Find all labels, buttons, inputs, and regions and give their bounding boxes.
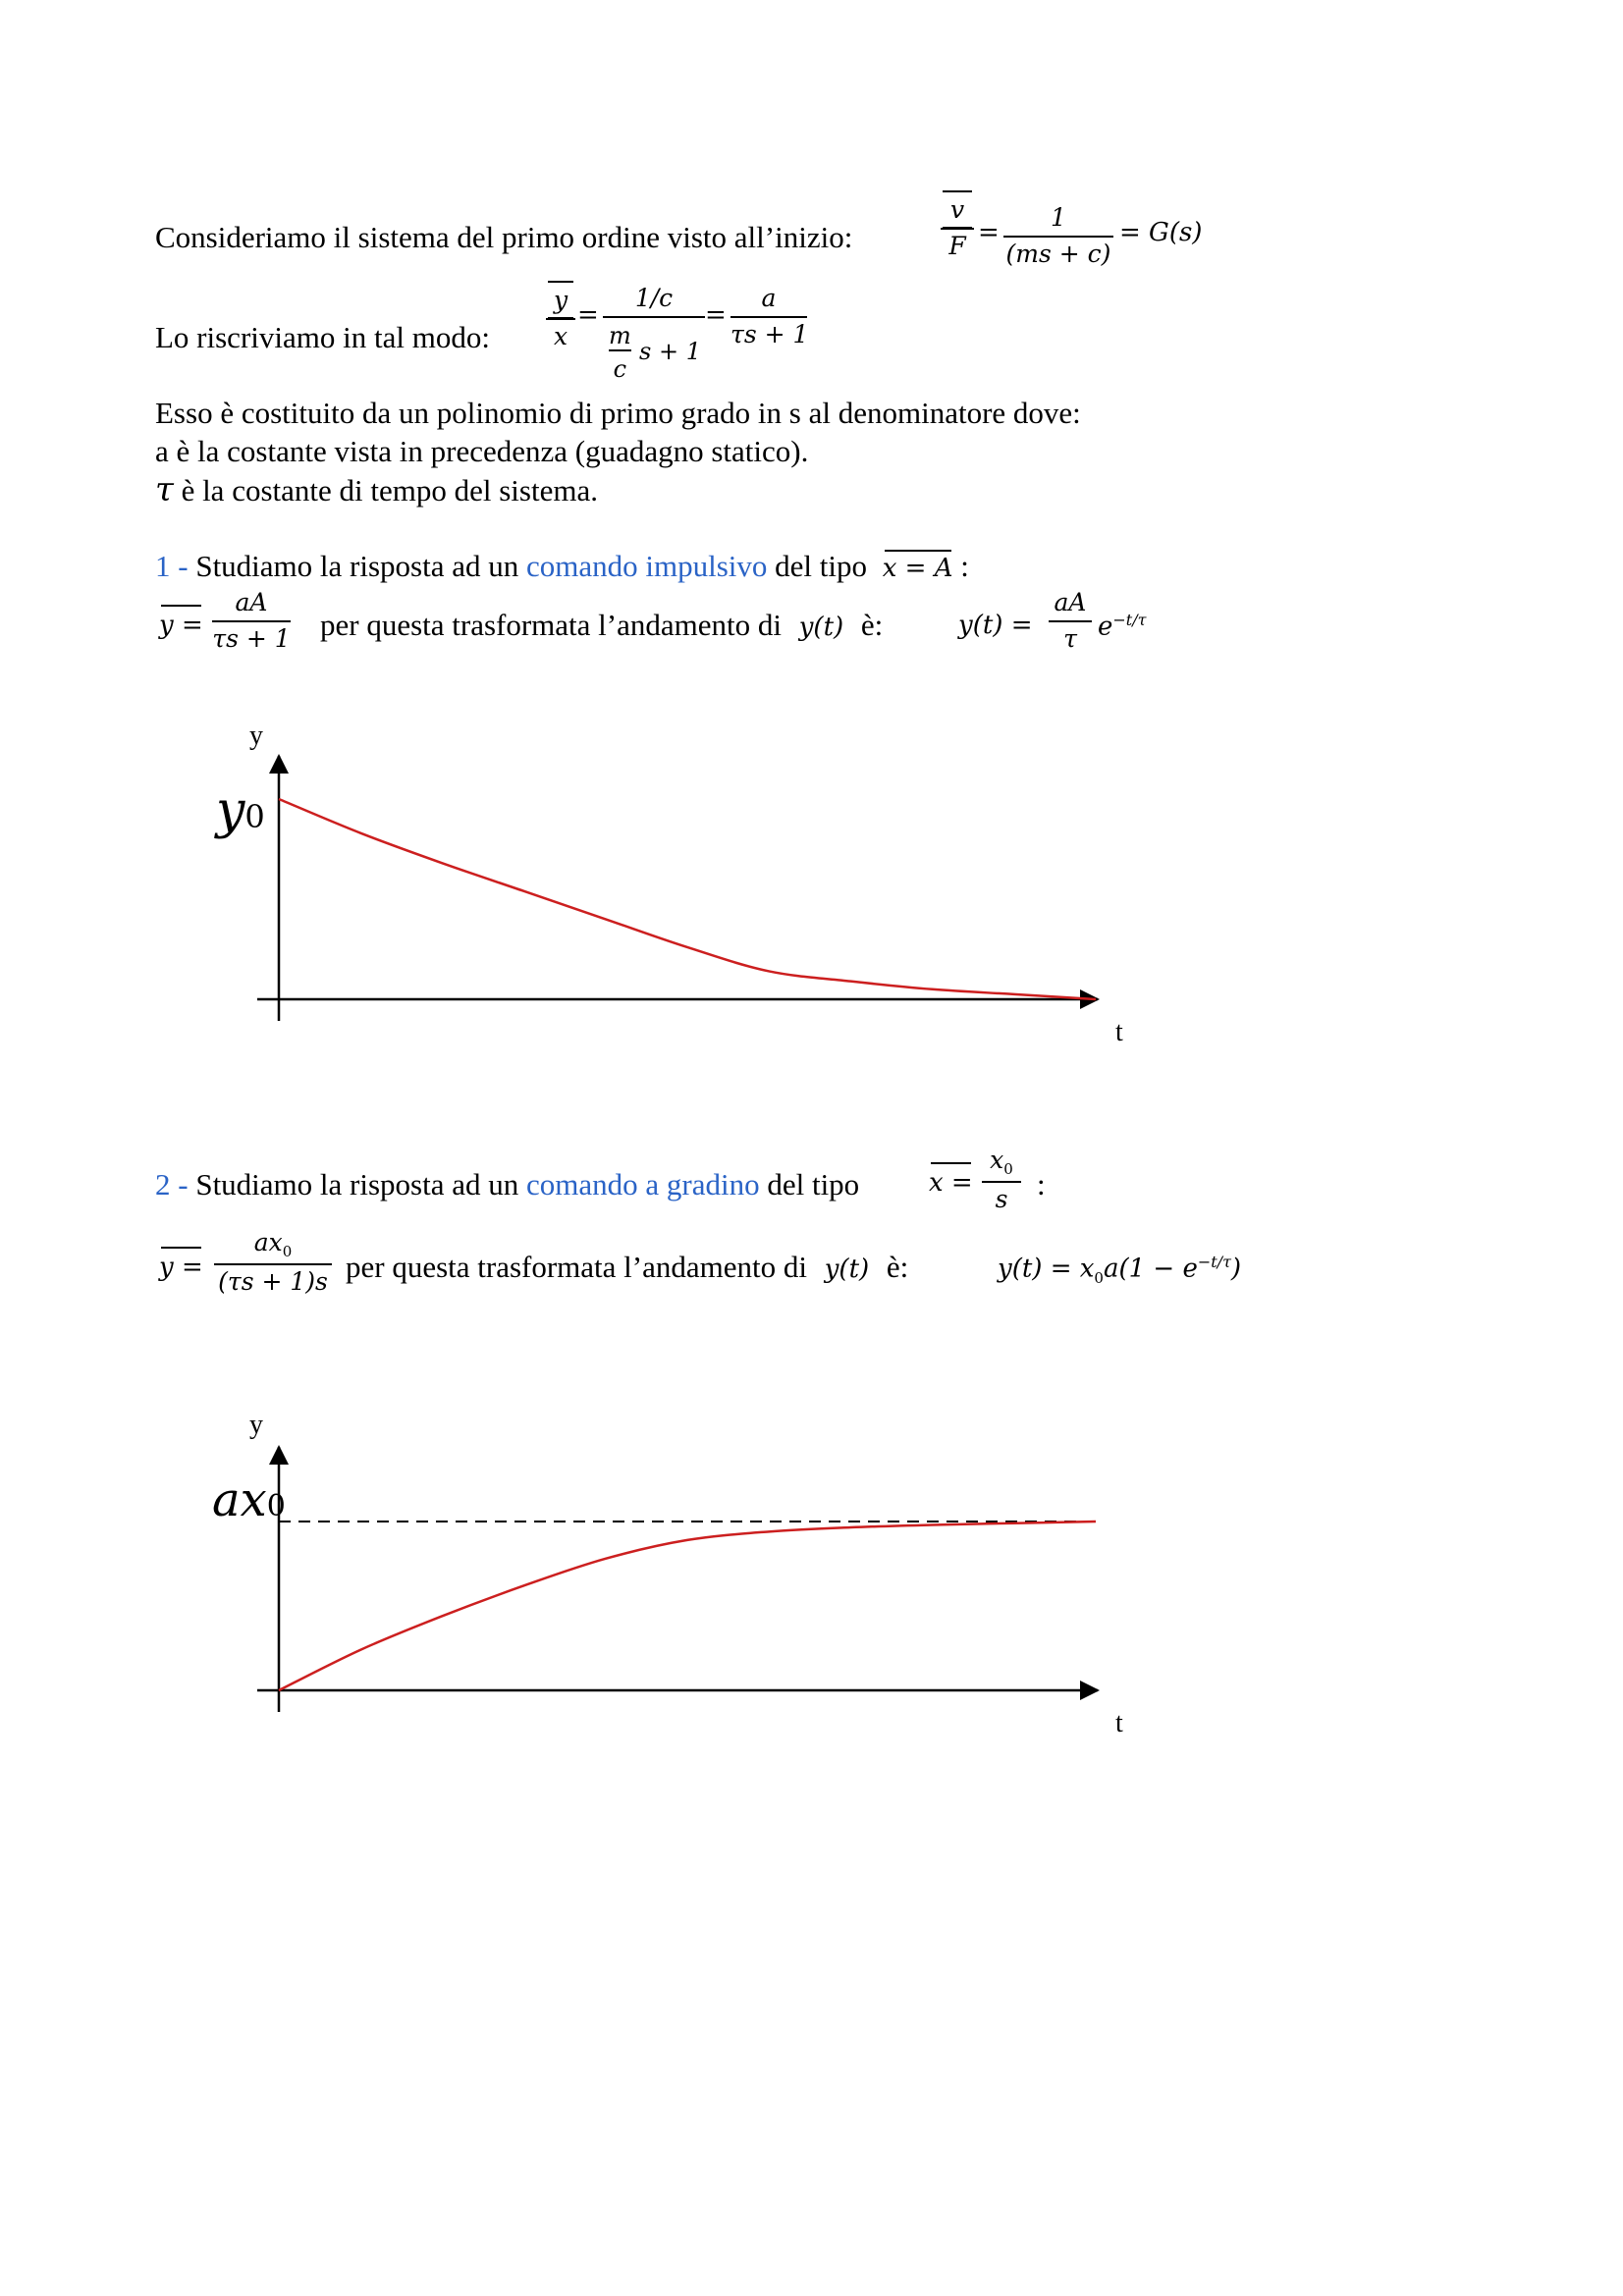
- eq1-tail: = G(s): [1119, 218, 1203, 247]
- intro-line-5: τ è la costante di tempo del sistema.: [155, 470, 598, 509]
- response-curve: [279, 1522, 1096, 1690]
- s1-result-lhs: y(t) =: [958, 611, 1033, 640]
- chart1-y0-label: y0: [216, 781, 265, 840]
- s1-y-lhs: y =: [159, 611, 203, 640]
- intro-line-2: Lo riscriviamo in tal modo:: [155, 320, 490, 354]
- s2-desc: per questa trasformata l’andamento di y(t) è:: [346, 1250, 909, 1284]
- s2-colon: :: [1037, 1167, 1046, 1201]
- s1-desc: per questa trasformata l’andamento di y(t) è:: [320, 608, 884, 642]
- chart2-xlabel: t: [1115, 1708, 1123, 1738]
- eq2-rhs: a τs + 1: [730, 284, 809, 348]
- intro-line-3: Esso è costituito da un polinomio di primo grado in s al denominatore dove:: [155, 396, 1081, 430]
- chart1-ylabel: y: [249, 721, 263, 751]
- chart1-xlabel: t: [1115, 1017, 1123, 1047]
- chart2-asym-label: ax0: [212, 1472, 286, 1527]
- section1-heading: 1 - Studiamo la risposta ad un comando impulsivo del tipo x = A :: [155, 549, 969, 583]
- s2-y-frac: $ax_0$ (τs + 1)s: [214, 1229, 332, 1297]
- eq1-rhs: 1 (ms + c): [1003, 204, 1113, 269]
- s2-result: $y(t) = x_0a(1 - e^{-t/\tau})$: [998, 1253, 1242, 1287]
- comando-impulsivo-link: comando impulsivo: [525, 549, 768, 583]
- intro-line-4: a è la costante vista in precedenza (guadagno statico).: [155, 434, 809, 468]
- eq2-lhs: y x: [546, 287, 575, 351]
- comando-a-gradino-link: comando a gradino: [525, 1167, 760, 1201]
- chart2-ylabel: y: [249, 1410, 263, 1440]
- intro-line-1: Consideriamo il sistema del primo ordine visto all’inizio:: [155, 220, 853, 254]
- s1-y-frac: aA τs + 1: [212, 588, 291, 653]
- s1-result-frac: aA τ: [1049, 589, 1092, 654]
- s2-cmd-frac: $x_0$ s: [982, 1147, 1021, 1214]
- tau-symbol: τ: [155, 470, 174, 509]
- eq2-mid: 1/c: [603, 285, 705, 321]
- response-curve: [279, 799, 1096, 999]
- s2-y-lhs: y =: [159, 1253, 203, 1282]
- s2-cmd-lhs: x =: [929, 1168, 973, 1198]
- s1-result-exp: $e^{-t/\tau}$: [1098, 611, 1147, 642]
- eq1-lhs: v F: [941, 196, 974, 261]
- section2-heading: 2 - Studiamo la risposta ad un comando a gradino del tipo: [155, 1167, 860, 1201]
- eq2-mid-den: $\frac{m}{c}$ s + 1: [609, 322, 701, 383]
